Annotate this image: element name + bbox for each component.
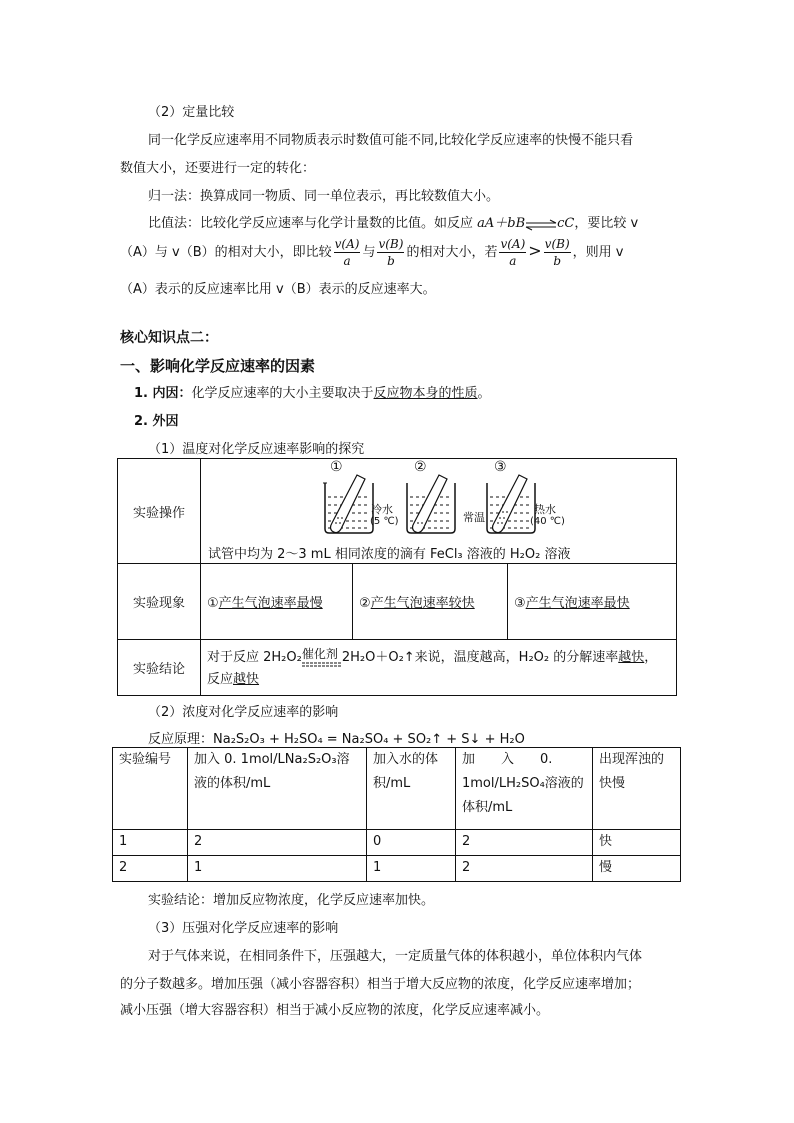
table-cell: 0 — [367, 830, 456, 856]
quant-para4-text: （A）与 v（B）的相对大小，即比较 — [120, 245, 332, 260]
equilibrium-arrow-icon — [525, 218, 557, 230]
frac-denominator: a — [509, 254, 517, 268]
quant-para5: （A）表示的反应速率比用 v（B）表示的反应速率大。 — [120, 282, 436, 297]
temp-heading: （1）温度对化学反应速率影响的探究 — [148, 442, 365, 457]
table-cell: 慢 — [593, 856, 681, 882]
frac-numerator: v(A) — [500, 237, 526, 251]
obs-number: ③ — [514, 596, 526, 611]
pressure-para-line3: 减小压强（增大容器容积）相当于减小反应物的浓度，化学反应速率减小。 — [120, 1003, 550, 1018]
conclusion-text-b: 2H₂O＋O₂↑来说，温度越高，H₂O₂ 的分解速率 — [341, 649, 619, 665]
header-cell: 出现浑浊的快慢 — [593, 748, 681, 830]
greater-than: > — [528, 241, 542, 260]
table-row — [113, 856, 681, 882]
pressure-para-line1: 对于气体来说，在相同条件下，压强越大，一定质量气体的体积越小，单位体积内气体 — [148, 949, 643, 964]
row-label-conclusion: 实验结论 — [118, 640, 201, 696]
item1 — [134, 384, 491, 404]
table-header-row — [113, 748, 681, 830]
fraction-vA-a-2 — [499, 236, 526, 269]
conclusion-line2 — [207, 669, 670, 691]
frac-denominator: b — [387, 254, 395, 268]
quant-para4-mid: 的相对大小，若 — [406, 245, 498, 260]
observation-1 — [201, 564, 353, 640]
beaker-3-number: ③ — [494, 459, 507, 475]
quant-para3-line2 — [120, 234, 623, 270]
quant-para1-line2: 数值大小，还要进行一定的转化： — [120, 161, 316, 176]
conclusion-underlined: 越快 — [618, 649, 645, 665]
catalyst-label: 催化剂 — [301, 646, 338, 661]
equation-right: cC — [557, 216, 575, 231]
header-cell: 加入水的体积/mL — [367, 748, 456, 830]
table-cell: 2 — [188, 830, 367, 856]
conc-heading: （2）浓度对化学反应速率的影响 — [148, 705, 339, 720]
frac-numerator: v(B) — [378, 237, 404, 251]
quant-para4-tail: ，则用 v — [572, 245, 624, 260]
conclusion-cell — [201, 640, 677, 696]
header-cell: 实验编号 — [113, 748, 188, 830]
table-row — [113, 830, 681, 856]
item1-underlined: 反应物本身的性质 — [373, 386, 478, 401]
beaker-1-temp: (5 ℃) — [370, 516, 399, 527]
equation-left: aA＋bB — [477, 216, 526, 231]
table-cell: 2 — [113, 856, 188, 882]
beaker-2-label: 常温 — [463, 511, 485, 524]
quant-para3-line1 — [148, 214, 638, 234]
table-cell: 2 — [456, 830, 593, 856]
obs-number: ① — [207, 596, 219, 611]
conclusion-underlined-2: 越快 — [233, 671, 260, 687]
pressure-heading: （3）压强对化学反应速率的影响 — [148, 921, 339, 936]
beaker-2-icon — [401, 473, 461, 535]
conclusion-comma: ， — [644, 649, 658, 665]
operation-cell — [201, 459, 677, 564]
header-cell: 加 入 0. 1mol/LH₂SO₄溶液的体积/mL — [456, 748, 593, 830]
frac-denominator: b — [553, 254, 561, 268]
catalyst-arrow — [301, 646, 342, 669]
quant-heading: （2）定量比较 — [148, 105, 235, 120]
obs-text: 产生气泡速率最快 — [525, 596, 630, 611]
table-cell: 快 — [593, 830, 681, 856]
quant-para3-text: 比值法：比较化学反应速率与化学计量数的比值。如反应 — [148, 216, 478, 231]
conclusion-text-d: 反应 — [207, 671, 234, 687]
frac-numerator: v(A) — [334, 237, 360, 251]
pressure-para-line2: 的分子数越多。增加压强（减小容器容积）相当于增大反应物的浓度，化学反应速率增加； — [120, 977, 641, 992]
obs-number: ② — [359, 596, 371, 611]
quant-para3-tail: ，要比较 v — [574, 216, 639, 231]
core-title: 核心知识点二： — [120, 330, 218, 346]
frac-denominator: a — [343, 254, 351, 268]
item2-label: 2. 外因 — [134, 414, 179, 429]
beaker-1-number: ① — [330, 459, 343, 475]
header-cell: 加入 0. 1mol/LNa₂S₂O₃溶液的体积/mL — [188, 748, 367, 830]
quant-para1-line1: 同一化学反应速率用不同物质表示时数值可能不同,比较化学反应速率的快慢不能只看 — [148, 133, 634, 148]
obs-text: 产生气泡速率较快 — [370, 596, 475, 611]
table-cell: 1 — [113, 830, 188, 856]
beaker-3-label: 热水 — [534, 503, 556, 516]
frac-numerator: v(B) — [544, 237, 570, 251]
obs-text: 产生气泡速率最慢 — [218, 596, 323, 611]
conc-conclusion: 实验结论：增加反应物浓度，化学反应速率加快。 — [148, 893, 435, 908]
temperature-table — [117, 458, 677, 696]
beaker-2-number: ② — [414, 459, 427, 475]
conclusion-text-a: 对于反应 2H₂O₂ — [207, 649, 302, 665]
conclusion-line1 — [207, 647, 670, 669]
fraction-vA-a — [334, 236, 361, 269]
beaker-3-temp: (40 ℃) — [530, 516, 565, 527]
operation-caption: 试管中均为 2～3 mL 相同浓度的滴有 FeCl₃ 溶液的 H₂O₂ 溶液 — [208, 547, 571, 562]
concentration-table — [112, 747, 681, 882]
row-label-observation: 实验现象 — [118, 564, 201, 640]
section-heading: 一、影响化学反应速率的因素 — [120, 357, 316, 375]
table-cell: 1 — [367, 856, 456, 882]
item1-label: 1. 内因： — [134, 386, 192, 401]
table-cell: 1 — [188, 856, 367, 882]
reaction-principle: 反应原理：Na₂S₂O₃ + H₂SO₄ = Na₂SO₄ + SO₂↑ + S↓ + H₂O — [148, 732, 525, 747]
item1-text: 化学反应速率的大小主要取决于 — [191, 386, 374, 401]
fraction-vB-b-2 — [544, 236, 571, 269]
quant-para2: 归一法：换算成同一物质、同一单位表示，再比较数值大小。 — [148, 189, 500, 204]
row-label-operation: 实验操作 — [118, 459, 201, 564]
with-text: 与 — [362, 245, 376, 260]
beaker-illustration — [201, 459, 676, 563]
observation-2 — [353, 564, 508, 640]
table-cell: 2 — [456, 856, 593, 882]
fraction-vB-b — [377, 236, 404, 269]
observation-3 — [508, 564, 677, 640]
beaker-1-label: 冷水 — [371, 503, 393, 516]
item1-end: 。 — [477, 386, 491, 401]
